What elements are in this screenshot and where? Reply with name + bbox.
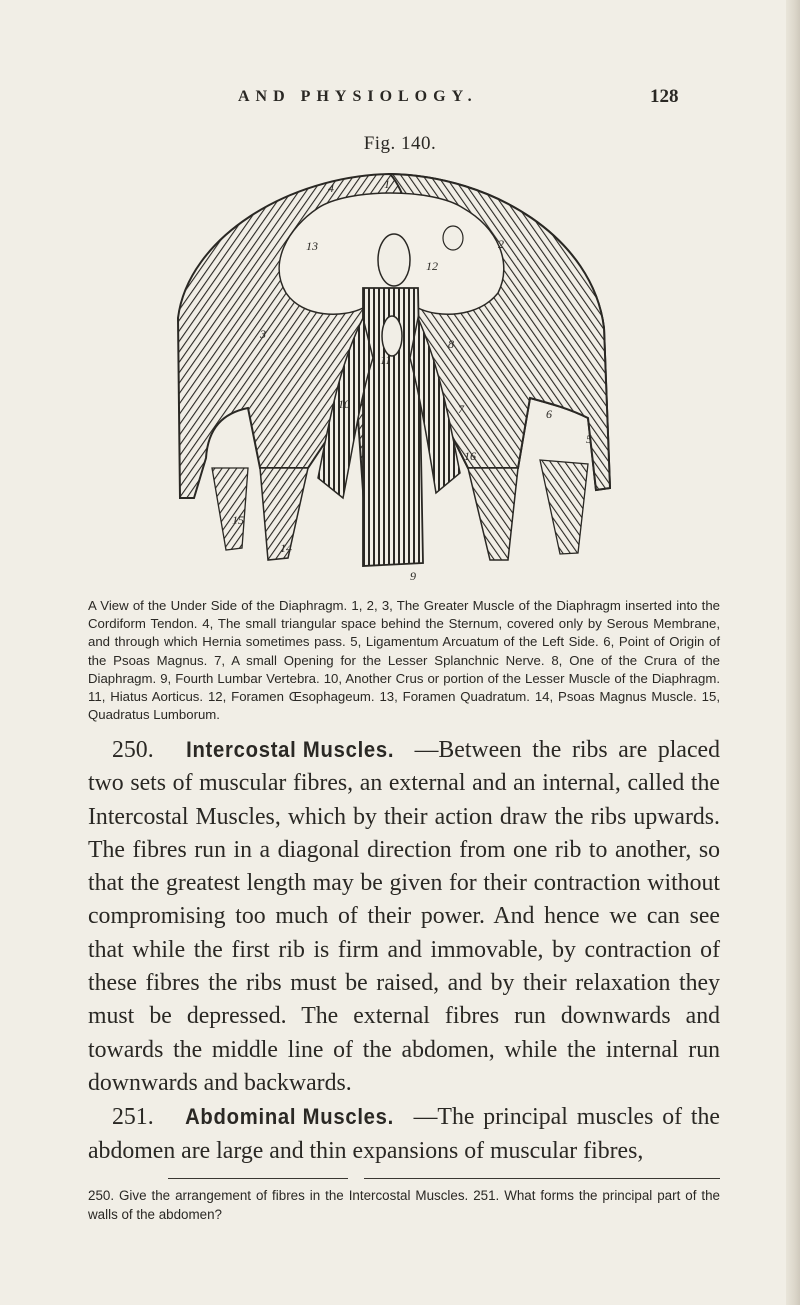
figure-number: 11 [380, 353, 392, 367]
figure-number: 8 [448, 337, 454, 351]
section-number: 251. [112, 1104, 154, 1131]
figure-number: 12 [426, 259, 438, 273]
figure-number: 5 [586, 432, 592, 446]
figure-number: 14 [280, 541, 292, 555]
running-head-title: AND PHYSIOLOGY. [238, 88, 478, 105]
page-spine-shadow [786, 0, 800, 1305]
figure-number: 1 [384, 177, 390, 191]
figure-number: 2 [498, 237, 504, 251]
section-number: 250. [112, 737, 154, 763]
running-head [0, 88, 800, 112]
section-250 [88, 733, 720, 1100]
section-heading: Abdominal Muscles. [184, 1104, 394, 1130]
figure-number: 4 [328, 181, 334, 195]
body-text [88, 733, 720, 1168]
figure-number: 10 [338, 397, 350, 411]
figure-number: 9 [410, 569, 416, 583]
figure-number: 16 [464, 449, 476, 463]
review-questions: 250. Give the arrangement of fibres in the Intercostal Muscles. 251. What forms the principal part of the walls of the abdomen? [88, 1188, 720, 1222]
section-text: —The principal muscles of the abdomen are large and thin expansions of muscular fibres, [88, 1104, 720, 1164]
figure-number: 6 [546, 407, 552, 421]
figure-number: 13 [306, 239, 318, 253]
figure-number: 15 [232, 513, 244, 527]
section-251 [88, 1100, 720, 1168]
footnote-rule-right [364, 1178, 720, 1179]
diaphragm-illustration [168, 168, 613, 584]
section-text: —Between the ribs are placed two sets of muscular fibres, an external and an internal, called the Intercostal Muscles, which by their action draw the ribs upwards. The fibres run in a diagonal direction from one rib to another, so that the greatest length may be given for their contraction without compromising too much of their power. And hence we can see that while the first rib is firm and immovable, by contraction of these fibres the ribs must be raised, and by their relaxation they must be depressed. The external fibres run downwards and towards the middle line of the abdomen, while the internal run downwards and backwards. [88, 737, 721, 1096]
figure-caption: A View of the Under Side of the Diaphragm. 1, 2, 3, The Greater Muscle of the Diaphragm inserted into the Cordiform Tendon. 4, The small triangular space behind the Sternum, covered only by Serous Membrane, and through which Hernia sometimes pass. 5, Ligamentum Arcuatum of the Left Side. 6, Point of Origin of the Psoas Magnus. 7, A small Opening for the Lesser Splanchnic Nerve. 8, One of the Crura of the Diaphragm. 9, Fourth Lumbar Vertebra. 10, Another Crus or portion of the Lesser Muscle of the Diaphragm. 11, Hiatus Aorticus. 12, Foramen Œsophageum. 13, Foramen Quadratum. 14, Psoas Magnus Muscle. 15, Quadratus Lumborum. [88, 598, 720, 723]
figure-label: Fig. 140. [363, 133, 437, 154]
section-heading: Intercostal Muscles. [186, 737, 395, 762]
figure-number: 3 [260, 327, 266, 341]
figure-number: 7 [458, 402, 464, 416]
footnote-rule-left [168, 1178, 348, 1179]
page-number: 128 [650, 86, 679, 107]
